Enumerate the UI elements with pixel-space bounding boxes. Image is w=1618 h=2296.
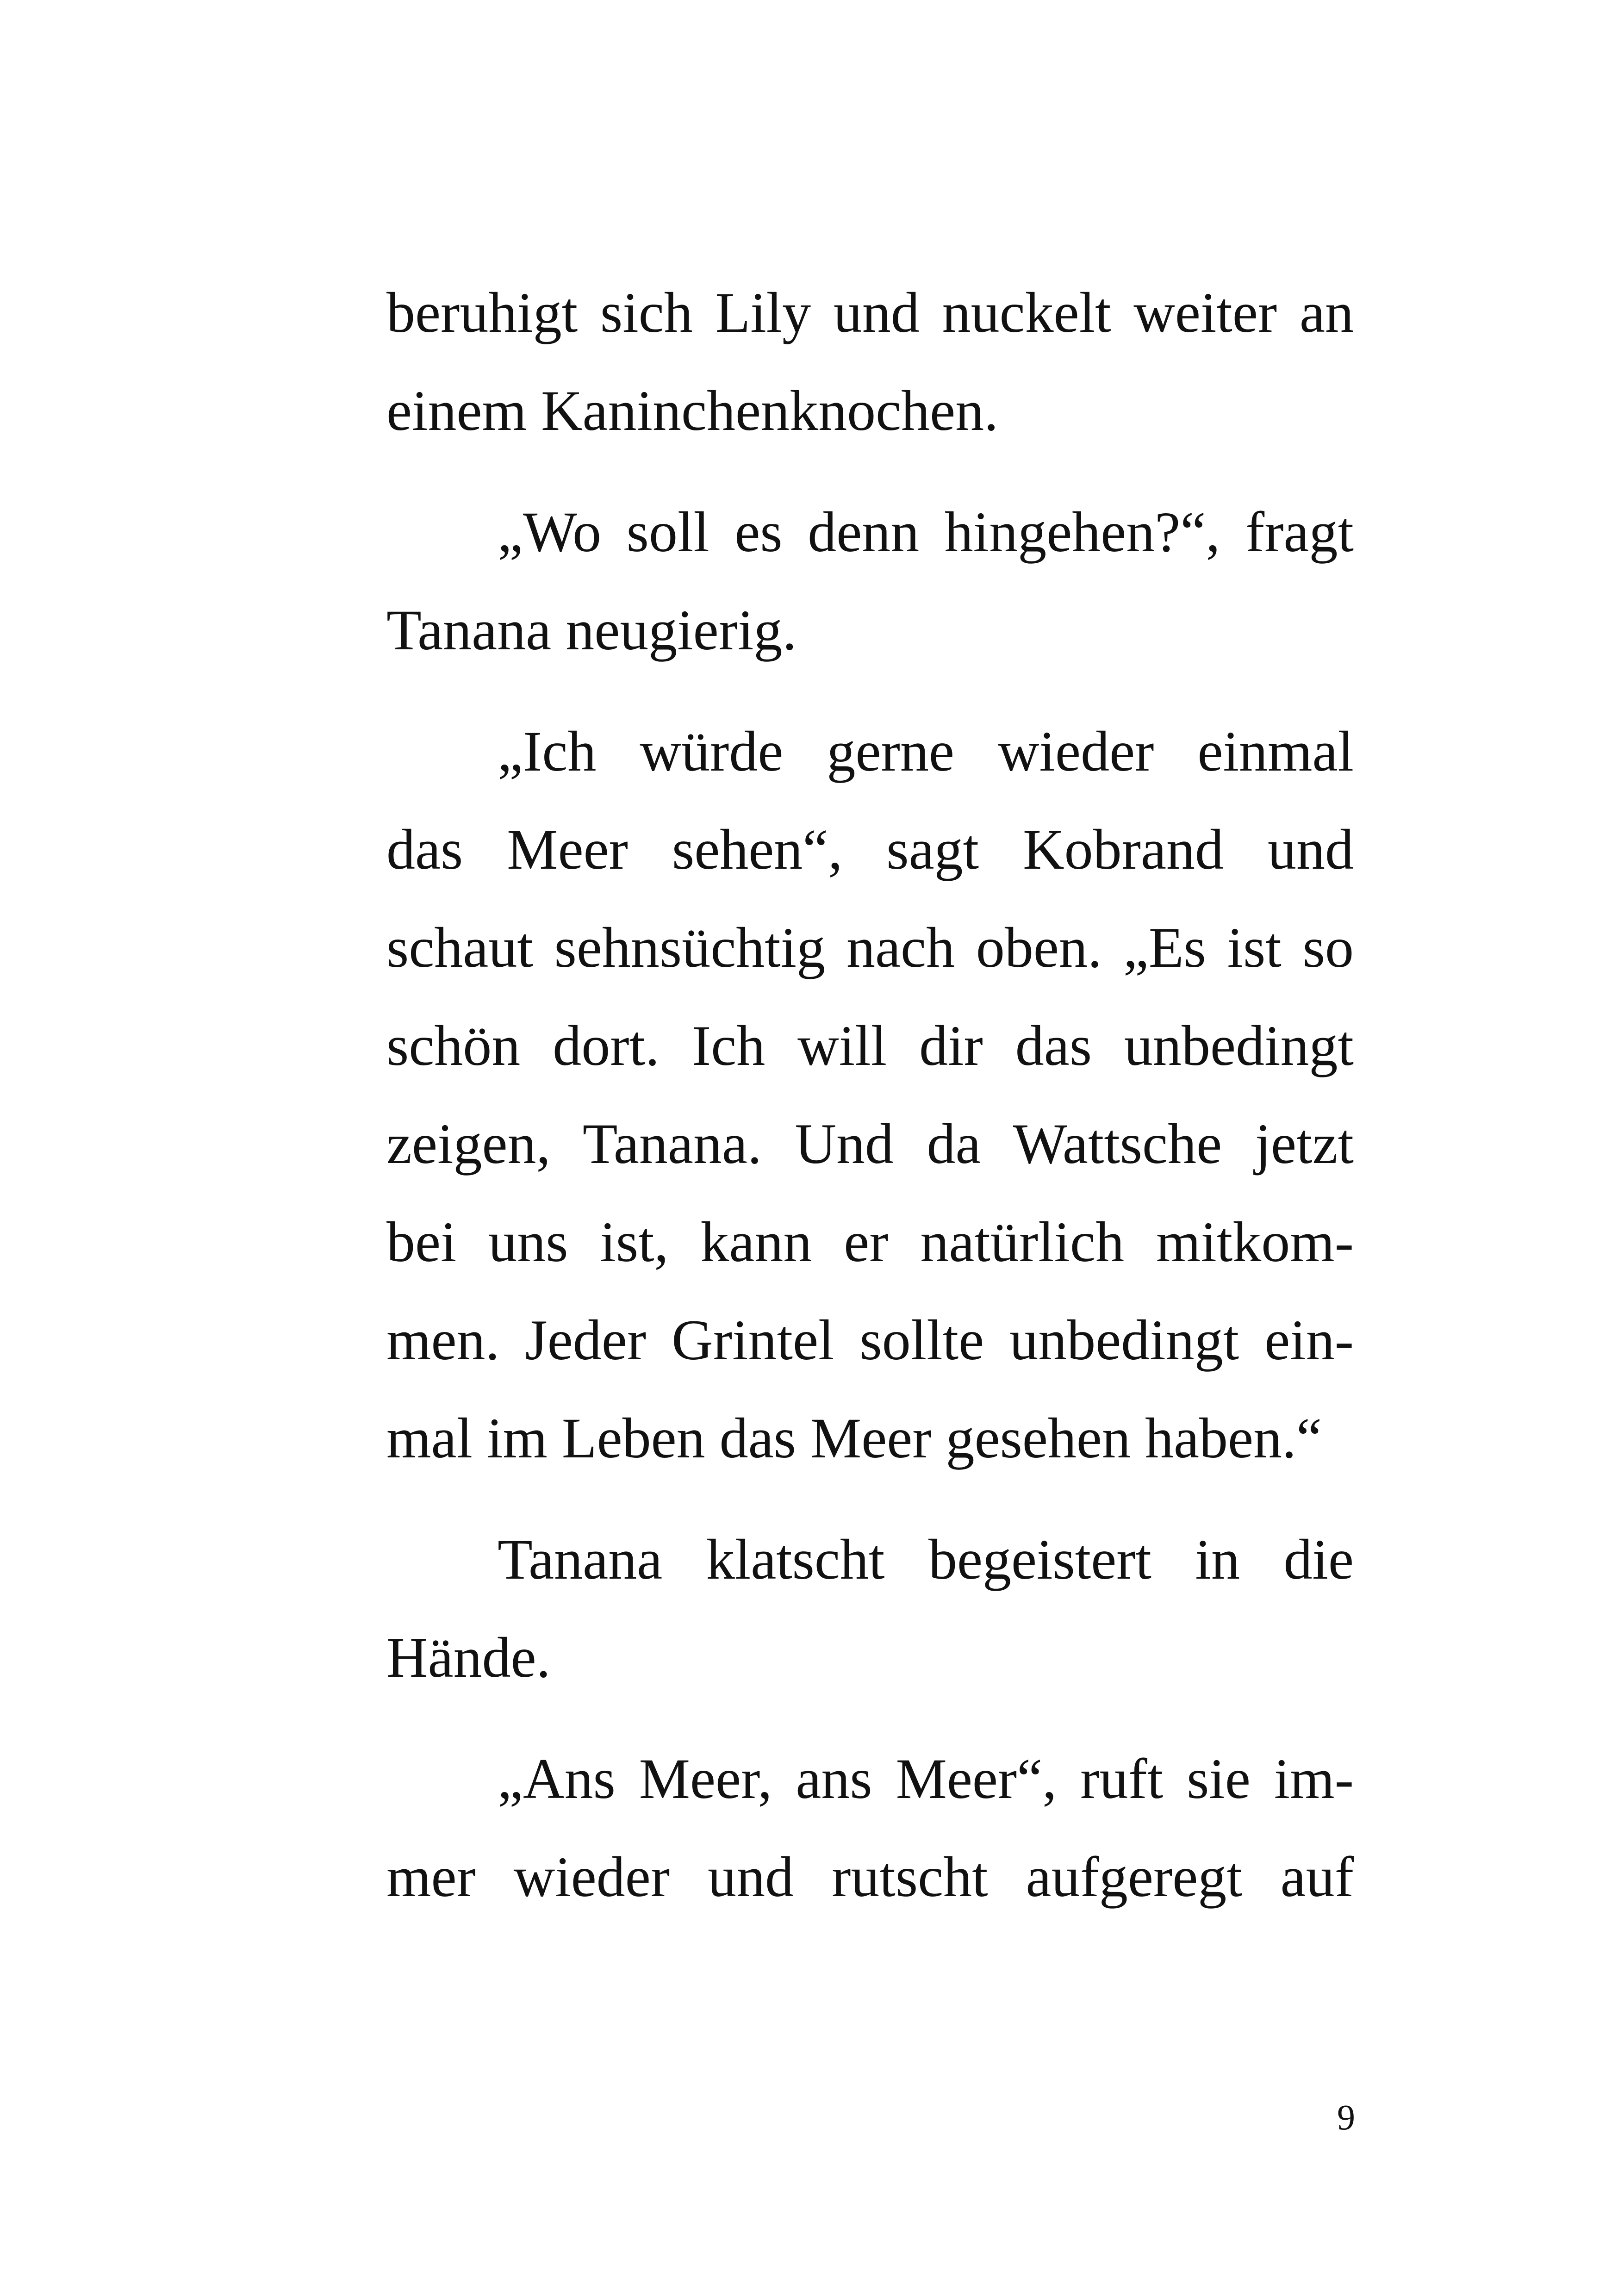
text-line: mer wieder und rutscht aufgeregt auf — [386, 1845, 1354, 1909]
text-line: men. Jeder Grintel sollte unbedingt ein- — [386, 1308, 1354, 1372]
text-line: „Ans Meer, ans Meer“, ruft sie im- — [498, 1747, 1354, 1811]
text-line: Hände. — [386, 1626, 551, 1689]
text-line: Tanana klatscht begeistert in die — [498, 1528, 1354, 1591]
text-line: einem Kaninchenknochen. — [386, 379, 999, 442]
paragraph — [386, 703, 1354, 1487]
text-line: schaut sehnsüchtig nach oben. „Es ist so — [386, 916, 1354, 979]
paragraph — [386, 1730, 1354, 1926]
paragraph — [386, 264, 1354, 460]
text-line: schön dort. Ich will dir das unbedingt — [386, 1014, 1354, 1077]
page-number: 9 — [1337, 2097, 1355, 2137]
paragraph — [386, 1511, 1354, 1707]
text-line: bei uns ist, kann er natürlich mitkom- — [386, 1210, 1354, 1274]
text-line: Tanana neugierig. — [386, 598, 797, 662]
body-text — [386, 264, 1354, 1926]
text-line: „Ich würde gerne wieder einmal — [498, 720, 1354, 783]
text-line: beruhigt sich Lily und nuckelt weiter an — [386, 281, 1354, 344]
text-line: „Wo soll es denn hingehen?“, fragt — [498, 500, 1354, 564]
paragraph — [386, 483, 1354, 679]
text-line: das Meer sehen“, sagt Kobrand und — [386, 818, 1354, 881]
text-line: mal im Leben das Meer gesehen haben.“ — [386, 1406, 1322, 1470]
text-line: zeigen, Tanana. Und da Wattsche jetzt — [386, 1112, 1354, 1176]
